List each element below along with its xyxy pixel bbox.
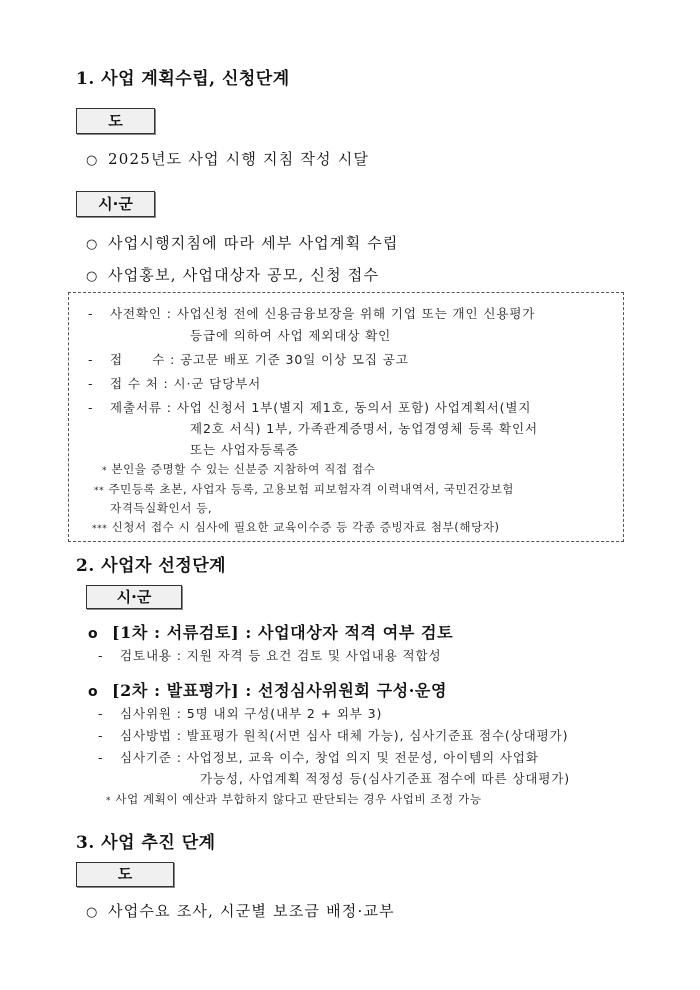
detail-value-cont: 제2호 서식) 1부, 가족관계증명서, 농업경영체 등록 확인서	[190, 421, 538, 436]
footnote: * 본인을 증명할 수 있는 신분증 지참하여 직접 접수	[102, 462, 376, 476]
detail-row: - 접 수 처 : 시·군 담당부서	[88, 376, 262, 391]
footnote: * 사업 계획이 예산과 부합하지 않다고 판단되는 경우 사업비 조정 가능	[106, 792, 482, 806]
label-do-3: 도	[76, 862, 174, 887]
list-item	[86, 232, 399, 253]
asterisk-icon: *	[102, 466, 108, 476]
circle-bullet-icon: ○	[86, 905, 99, 920]
circle-bullet-icon: o	[88, 684, 99, 700]
list-item-text: 사업수요 조사, 시군별 보조금 배정·교부	[108, 902, 395, 920]
label-sigun-2: 시·군	[86, 585, 182, 609]
circle-bullet-icon: ○	[86, 269, 99, 284]
list-item-text: 사업홍보, 사업대상자 공모, 신청 접수	[108, 266, 380, 284]
circle-bullet-icon: ○	[86, 237, 99, 252]
circle-bullet-icon: ○	[86, 153, 99, 168]
label-sigun-1: 시·군	[76, 191, 155, 217]
list-item	[86, 148, 369, 169]
detail-row: - 심사위원 : 5명 내외 구성(내부 2 + 외부 3)	[98, 706, 383, 721]
detail-value-cont: 등급에 의하여 사업 제외대상 확인	[190, 328, 392, 343]
circle-bullet-icon: o	[88, 626, 99, 642]
detail-row: - 접 수 : 공고문 배포 기준 30일 이상 모집 공고	[88, 352, 409, 367]
asterisk-icon: ***	[92, 524, 108, 534]
footnote: *** 신청서 접수 시 심사에 필요한 교육이수증 등 각종 증빙자료 첨부(해당자)	[92, 520, 500, 534]
detail-key: 접 수 처	[110, 376, 159, 391]
asterisk-icon: **	[94, 486, 105, 496]
section-2-title: 2. 사업자 선정단계	[76, 556, 227, 576]
list-item	[86, 264, 379, 285]
label-do-1: 도	[76, 108, 155, 134]
detail-row: - 심사방법 : 발표평가 원칙(서면 심사 대체 가능), 심사기준표 점수(상대평가)	[98, 728, 569, 743]
stage-1-heading: o [1차 : 서류검토] : 사업대상자 적격 여부 검토	[88, 623, 454, 642]
detail-value-cont: 또는 사업자등록증	[190, 442, 299, 457]
detail-value-cont: 가능성, 사업계획 적정성 등(심사기준표 점수에 따른 상대평가)	[200, 771, 571, 786]
list-item-text: 2025년도 사업 시행 지침 작성 시달	[108, 150, 370, 168]
asterisk-icon: *	[106, 796, 112, 806]
detail-key: 심사위원	[120, 706, 172, 721]
detail-row: - 검토내용 : 지원 자격 등 요건 검토 및 사업내용 적합성	[98, 648, 442, 663]
detail-value: 사업신청 전에 신용금융보장을 위해 기업 또는 개인 신용평가	[176, 306, 536, 321]
list-item	[86, 900, 395, 921]
detail-value: 사업 신청서 1부(별지 제1호, 동의서 포함) 사업계획서(별지	[176, 400, 532, 415]
detail-value: 공고문 배포 기준 30일 이상 모집 공고	[180, 352, 409, 367]
detail-row: - 제출서류 : 사업 신청서 1부(별지 제1호, 동의서 포함) 사업계획서(별지	[88, 400, 532, 415]
detail-key: 접 수	[110, 352, 166, 367]
detail-key: 제출서류	[110, 400, 162, 415]
section-1-title: 1. 사업 계획수립, 신청단계	[76, 69, 290, 89]
detail-key: 심사기준	[120, 750, 172, 765]
detail-key: 심사방법	[120, 728, 172, 743]
detail-row: - 사전확인 : 사업신청 전에 신용금융보장을 위해 기업 또는 개인 신용평가	[88, 306, 536, 321]
detail-key: 사전확인	[110, 306, 162, 321]
list-item-text: 사업시행지침에 따라 세부 사업계획 수립	[108, 234, 399, 252]
section-3-title: 3. 사업 추진 단계	[76, 833, 216, 853]
detail-row: - 심사기준 : 사업정보, 교육 이수, 창업 의지 및 전문성, 아이템의 사업화	[98, 750, 539, 765]
detail-value: 시·군 담당부서	[173, 376, 262, 391]
footnote: ** 주민등록 초본, 사업자 등록, 고용보험 피보험자격 이력내역서, 국민건강보험	[94, 482, 514, 496]
footnote-cont: 자격득실확인서 등,	[110, 501, 213, 515]
stage-2-heading: o [2차 : 발표평가] : 선정심사위원회 구성·운영	[88, 681, 448, 700]
